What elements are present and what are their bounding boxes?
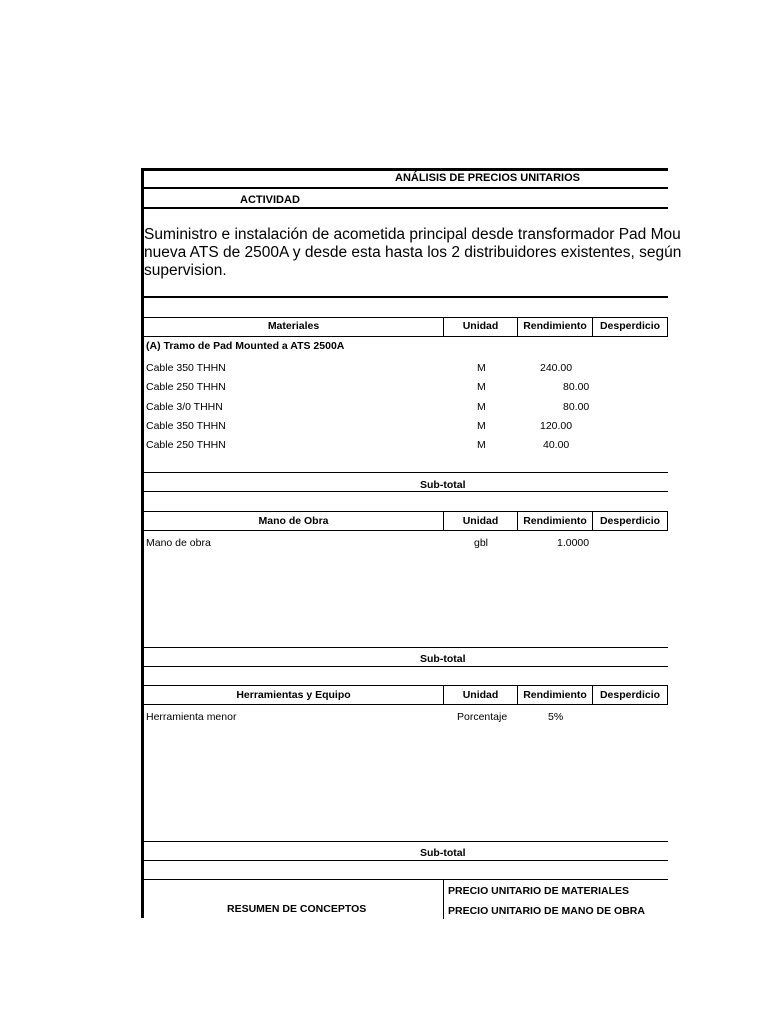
row-unit: M — [477, 381, 486, 393]
tools-subtotal-top — [142, 841, 668, 842]
col-divider — [667, 511, 668, 531]
row-name: Cable 350 THHN — [146, 362, 226, 374]
row-unit: M — [477, 420, 486, 432]
row-unit: M — [477, 439, 486, 451]
col-waste-header: Desperdicio — [599, 515, 661, 527]
col-yield-header: Rendimiento — [523, 320, 587, 332]
labor-subtotal-label: Sub-total — [420, 653, 466, 665]
row-unit: M — [477, 362, 486, 374]
labor-header-bottom — [142, 530, 668, 531]
row-yield: 120.00 — [540, 420, 573, 432]
row-name: Cable 350 THHN — [146, 420, 226, 432]
tools-subtotal-label: Sub-total — [420, 847, 466, 859]
row-name: Herramienta menor — [146, 711, 237, 723]
row-yield: 80.00 — [563, 401, 590, 413]
col-divider — [667, 317, 668, 337]
col-unit-header: Unidad — [462, 515, 499, 527]
description-line: Suministro e instalación de acometida principal desde transformador Pad Mou — [144, 226, 681, 243]
tools-header-top — [142, 685, 668, 686]
title-divider — [142, 187, 668, 189]
col-yield-header: Rendimiento — [523, 689, 587, 701]
page-title: ANÁLISIS DE PRECIOS UNITARIOS — [395, 172, 580, 184]
labor-subtotal-top — [142, 647, 668, 648]
col-divider — [667, 685, 668, 705]
tools-subtotal-bottom — [142, 860, 668, 861]
summary-top — [142, 879, 668, 880]
row-yield: 40.00 — [543, 439, 570, 451]
materials-header-top — [142, 317, 668, 318]
row-unit: Porcentaje — [457, 711, 508, 723]
col-yield-header: Rendimiento — [523, 515, 587, 527]
materials-group-title: (A) Tramo de Pad Mounted a ATS 2500A — [146, 340, 345, 352]
tools-header-bottom — [142, 704, 668, 705]
row-unit: M — [477, 401, 486, 413]
row-yield: 1.0000 — [557, 537, 590, 549]
summary-item: PRECIO UNITARIO DE MANO DE OBRA — [448, 905, 645, 917]
summary-divider — [443, 879, 444, 919]
sheet-left-border — [141, 168, 144, 918]
col-unit-header: Unidad — [462, 320, 499, 332]
labor-subtotal-bottom — [142, 666, 668, 667]
top-border — [142, 168, 668, 171]
materials-subtotal-top — [142, 472, 668, 473]
tools-header: Herramientas y Equipo — [236, 689, 351, 701]
row-name: Cable 250 THHN — [146, 439, 226, 451]
labor-header: Mano de Obra — [258, 515, 329, 527]
col-unit-header: Unidad — [462, 689, 499, 701]
description-divider — [142, 296, 668, 298]
description-line: nueva ATS de 2500A y desde esta hasta los 2 distribuidores existentes, según — [144, 244, 682, 261]
activity-description — [144, 226, 684, 280]
materials-subtotal-label: Sub-total — [420, 479, 466, 491]
activity-label: ACTIVIDAD — [240, 194, 300, 206]
row-name: Cable 250 THHN — [146, 381, 226, 393]
row-yield: 240.00 — [540, 362, 573, 374]
labor-header-top — [142, 511, 668, 512]
materials-header: Materiales — [267, 320, 320, 332]
row-name: Mano de obra — [146, 537, 211, 549]
row-yield: 80.00 — [563, 381, 590, 393]
row-unit: gbl — [474, 537, 489, 549]
description-line: supervision. — [144, 262, 227, 279]
materials-subtotal-bottom — [142, 491, 668, 492]
row-yield: 5% — [548, 711, 564, 723]
summary-label: RESUMEN DE CONCEPTOS — [227, 903, 367, 915]
activity-divider — [142, 207, 668, 209]
row-name: Cable 3/0 THHN — [146, 401, 223, 413]
col-waste-header: Desperdicio — [599, 689, 661, 701]
summary-item: PRECIO UNITARIO DE MATERIALES — [448, 885, 630, 897]
materials-header-bottom — [142, 336, 668, 337]
col-waste-header: Desperdicio — [599, 320, 661, 332]
